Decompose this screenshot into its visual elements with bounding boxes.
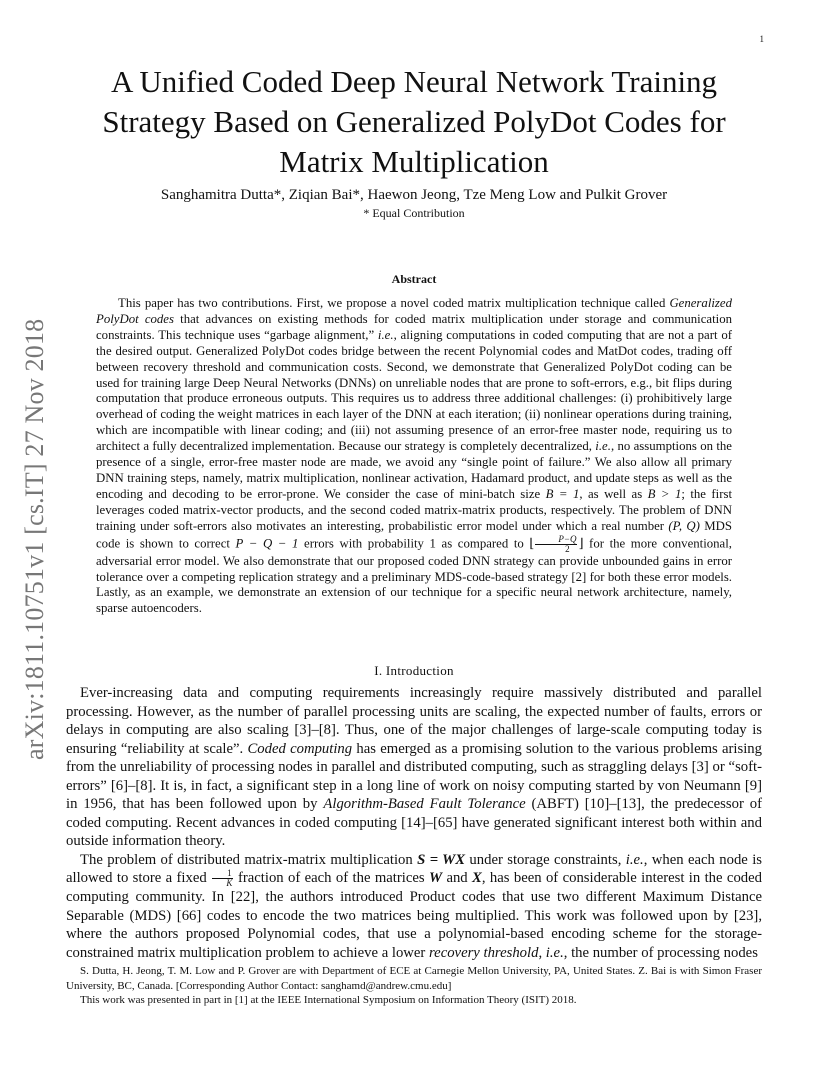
intro-paragraph-2: The problem of distributed matrix-matrix multiplication S = WX under storage constraints, i.e., when each node is allowed to store a fixed $\frac{1}{K}$ fraction of each of the matrices W and X, has been of considerable interest in the coded computing community. In [22], the authors introduced Product codes that use two different Maximum Distance Separable (MDS) [66] codes to encode the two matrices being multiplied. This work was followed upon by [23], where the authors proposed Polynomial codes, that use a polynomial-based encoding scheme for the storage-constrained matrix multiplication problem to achieve a lower recovery threshold, i.e., the number of processing nodes — [66, 851, 762, 961]
title-line-3: Matrix Multiplication — [279, 144, 549, 179]
equal-contribution-note: * Equal Contribution — [363, 206, 465, 220]
author-list: Sanghamitra Dutta*, Ziqian Bai*, Haewon Jeong, Tze Meng Low and Pulkit Grover — [160, 187, 668, 203]
section-heading-introduction: I. Introduction — [374, 663, 454, 678]
intro-paragraph-1: Ever-increasing data and computing requirements increasingly require massively distributed and parallel processing. However, as the number of parallel processing units are scaling, the expected number of faults, errors or delays in computing are also scaling [3]–[8]. Thus, one of the major challenges of large-scale computing today is ensuring “reliability at scale”. Coded computing has emerged as a promising solution to the various problems arising from the unreliability of processing nodes in parallel and distributed computing, such as straggling delays [3] or “soft-errors” [6]–[8]. It is, in fact, a significant step in a long line of work on noisy computing started by von Neumann [9] in 1956, that has been followed upon by Algorithm-Based Fault Tolerance (ABFT) [10]–[13], the predecessor of coded computing. Recent advances in coded computing [14]–[65] have generated significant interest both within and outside information theory. — [66, 685, 762, 849]
arxiv-identifier: arXiv:1811.10751v1 [cs.IT] 27 Nov 2018 — [20, 318, 49, 760]
floor-fraction: $\frac{P-Q}{2}$ — [535, 535, 577, 554]
footnote-affiliations: S. Dutta, H. Jeong, T. M. Low and P. Grover are with Department of ECE at Carnegie Mellon University, PA, United States. Z. Bai is with Simon Fraser University, BC, Canada. [Corresponding Author Contact: sanghamd@andrew.cmu.edu] — [66, 965, 762, 992]
introduction-body — [66, 684, 762, 962]
page-number: 1 — [759, 34, 764, 44]
abstract-heading: Abstract — [391, 272, 437, 286]
inline-fraction: $\frac{1}{K}$ — [212, 869, 233, 888]
footnotes — [66, 964, 762, 1008]
abstract-text: This paper has two contributions. First, we propose a novel coded matrix multiplication technique called Generalized PolyDot codes that advances on existing methods for coded matrix multiplication under storage and communication constraints. This technique uses “garbage alignment,” i.e., aligning computations in coded computing that are not a part of the desired output. Generalized PolyDot codes bridge between the recent Polynomial codes and MatDot codes, trading off between recovery threshold and communication costs. Second, we demonstrate that Generalized PolyDot coding can be used for training large Deep Neural Networks (DNNs) on unreliable nodes that are prone to soft-errors, e.g., bit flips during computation that produce erroneous outputs. This requires us to address three additional challenges: (i) prohibitively large overhead of coding the weight matrices in each layer of the DNN at each iteration; (ii) nonlinear operations during training, which are incompatible with linear coding; and (iii) not assuming presence of an error-free master node, requiring us to architect a fully decentralized implementation. Because our strategy is completely decentralized, i.e., no assumptions on the presence of a single, error-free master node are made, we avoid any “single point of failure.” We also allow all primary DNN training steps, namely, matrix multiplication, nonlinear activation, Hadamard product, and update steps as well as the encoding and decoding to be error-prone. We consider the case of mini-batch size B = 1, as well as B > 1; the first leverages coded matrix-vector products, and the second coded matrix-matrix products, respectively. The problem of DNN training under soft-errors also motivates an interesting, probabilistic error model under which a real number (P, Q) MDS code is shown to correct P − Q − 1 errors with probability 1 as compared to ⌊ $\frac{P-Q}{2}$ ⌋ for the more conventional, adversarial error model. We also demonstrate that our proposed coded DNN strategy can provide unbounded gains in error tolerance over a competing replication strategy and a preliminary MDS-code-based strategy [2] for both these error models. Lastly, as an example, we demonstrate an extension of our technique for a specific neural network architecture, namely, sparse autoencoders. — [96, 296, 733, 616]
paper-title — [60, 62, 768, 182]
footnote-presentation: This work was presented in part in [1] at the IEEE International Symposium on Information Theory (ISIT) 2018. — [80, 994, 577, 1006]
title-line-2: Strategy Based on Generalized PolyDot Codes for — [102, 104, 726, 139]
title-line-1: A Unified Coded Deep Neural Network Training — [110, 64, 718, 99]
